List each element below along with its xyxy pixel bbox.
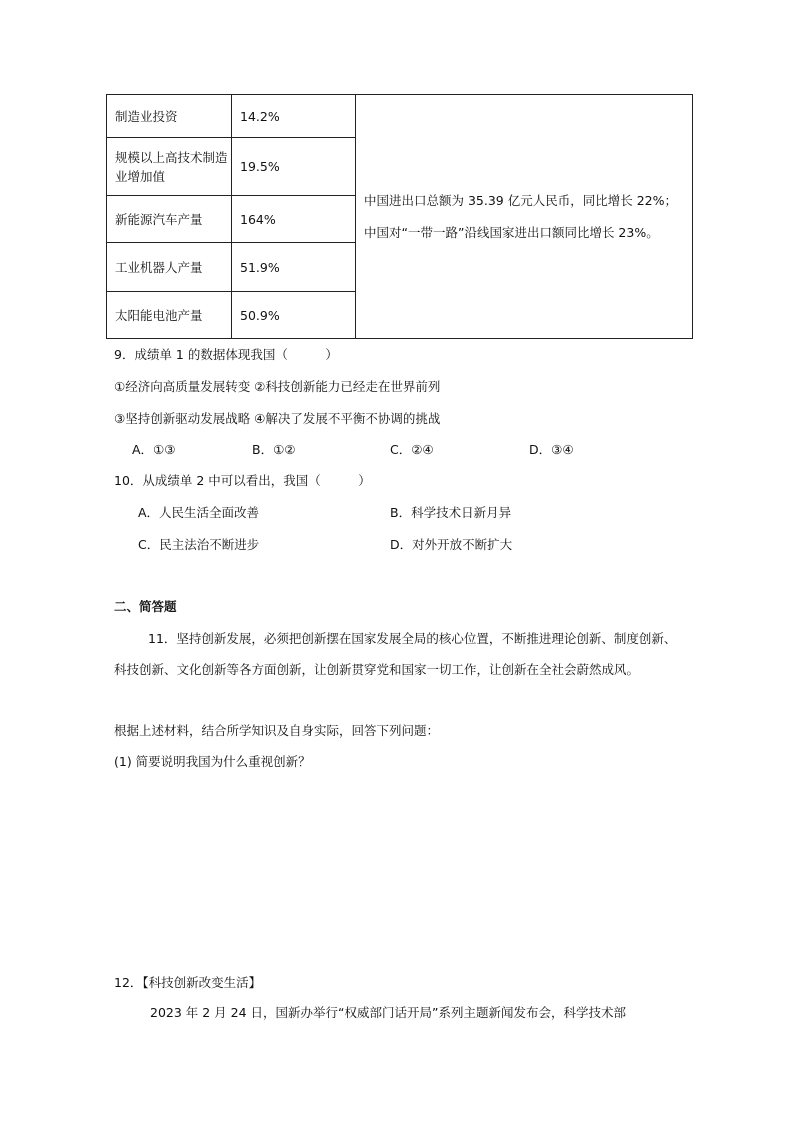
table-row-label: 工业机器人产量: [107, 243, 232, 292]
question-11-subquestion-1: (1) 简要说明我国为什么重视创新？: [114, 754, 311, 769]
table-row-value: 14.2%: [232, 95, 356, 138]
table-row-label: 规模以上高技术制造业增加值: [107, 138, 232, 196]
question-11-material: 11．坚持创新发展，必须把创新摆在国家发展全局的核心位置，不断推进理论创新、制度创新、科技创新、文化创新等各方面创新，让创新贯穿党和国家一切工作，让创新在全社会蔚然成风。: [114, 631, 677, 677]
question-9-option-b[interactable]: B．①②: [252, 442, 296, 457]
question-9-stem: 9．成绩单 1 的数据体现我国（ ）: [114, 347, 338, 362]
question-9-option-a[interactable]: A．①③: [132, 442, 176, 457]
table-row-label: 太阳能电池产量: [107, 292, 232, 339]
table-row-value: 164%: [232, 196, 356, 243]
question-9-statements-2: ③坚持创新驱动发展战略 ④解决了发展不平衡不协调的挑战: [114, 411, 441, 426]
question-10-option-d[interactable]: D．对外开放不断扩大: [390, 537, 513, 552]
table-row-value: 19.5%: [232, 138, 356, 196]
table-row-value: 50.9%: [232, 292, 356, 339]
table-row-value: 51.9%: [232, 243, 356, 292]
question-10-option-b[interactable]: B．科学技术日新月异: [390, 505, 512, 520]
trade-summary-cell: 中国进出口总额为 35.39 亿元人民币，同比增长 22%；中国对“一带一路”沿线国家进出口额同比增长 23%。: [356, 95, 693, 339]
question-9-statements-1: ①经济向高质量发展转变 ②科技创新能力已经走在世界前列: [114, 379, 441, 394]
question-10-option-a[interactable]: A．人民生活全面改善: [138, 505, 260, 520]
table-row-label: 新能源汽车产量: [107, 196, 232, 243]
section-heading: 二、简答题: [114, 599, 177, 614]
question-12-title: 12．【科技创新改变生活】: [114, 975, 262, 990]
question-10-stem: 10．从成绩单 2 中可以看出，我国（ ）: [114, 473, 371, 488]
results-table: [106, 94, 693, 339]
question-9-option-c[interactable]: C．②④: [390, 442, 434, 457]
question-9-option-d[interactable]: D．③④: [529, 442, 574, 457]
question-11-instruction: 根据上述材料，结合所学知识及自身实际，回答下列问题：: [114, 723, 440, 738]
table-row-label: 制造业投资: [107, 95, 232, 138]
question-10-option-c[interactable]: C．民主法治不断进步: [138, 537, 260, 552]
question-12-material: 2023 年 2 月 24 日，国新办举行“权威部门话开局”系列主题新闻发布会，科学技术部: [150, 1005, 626, 1020]
